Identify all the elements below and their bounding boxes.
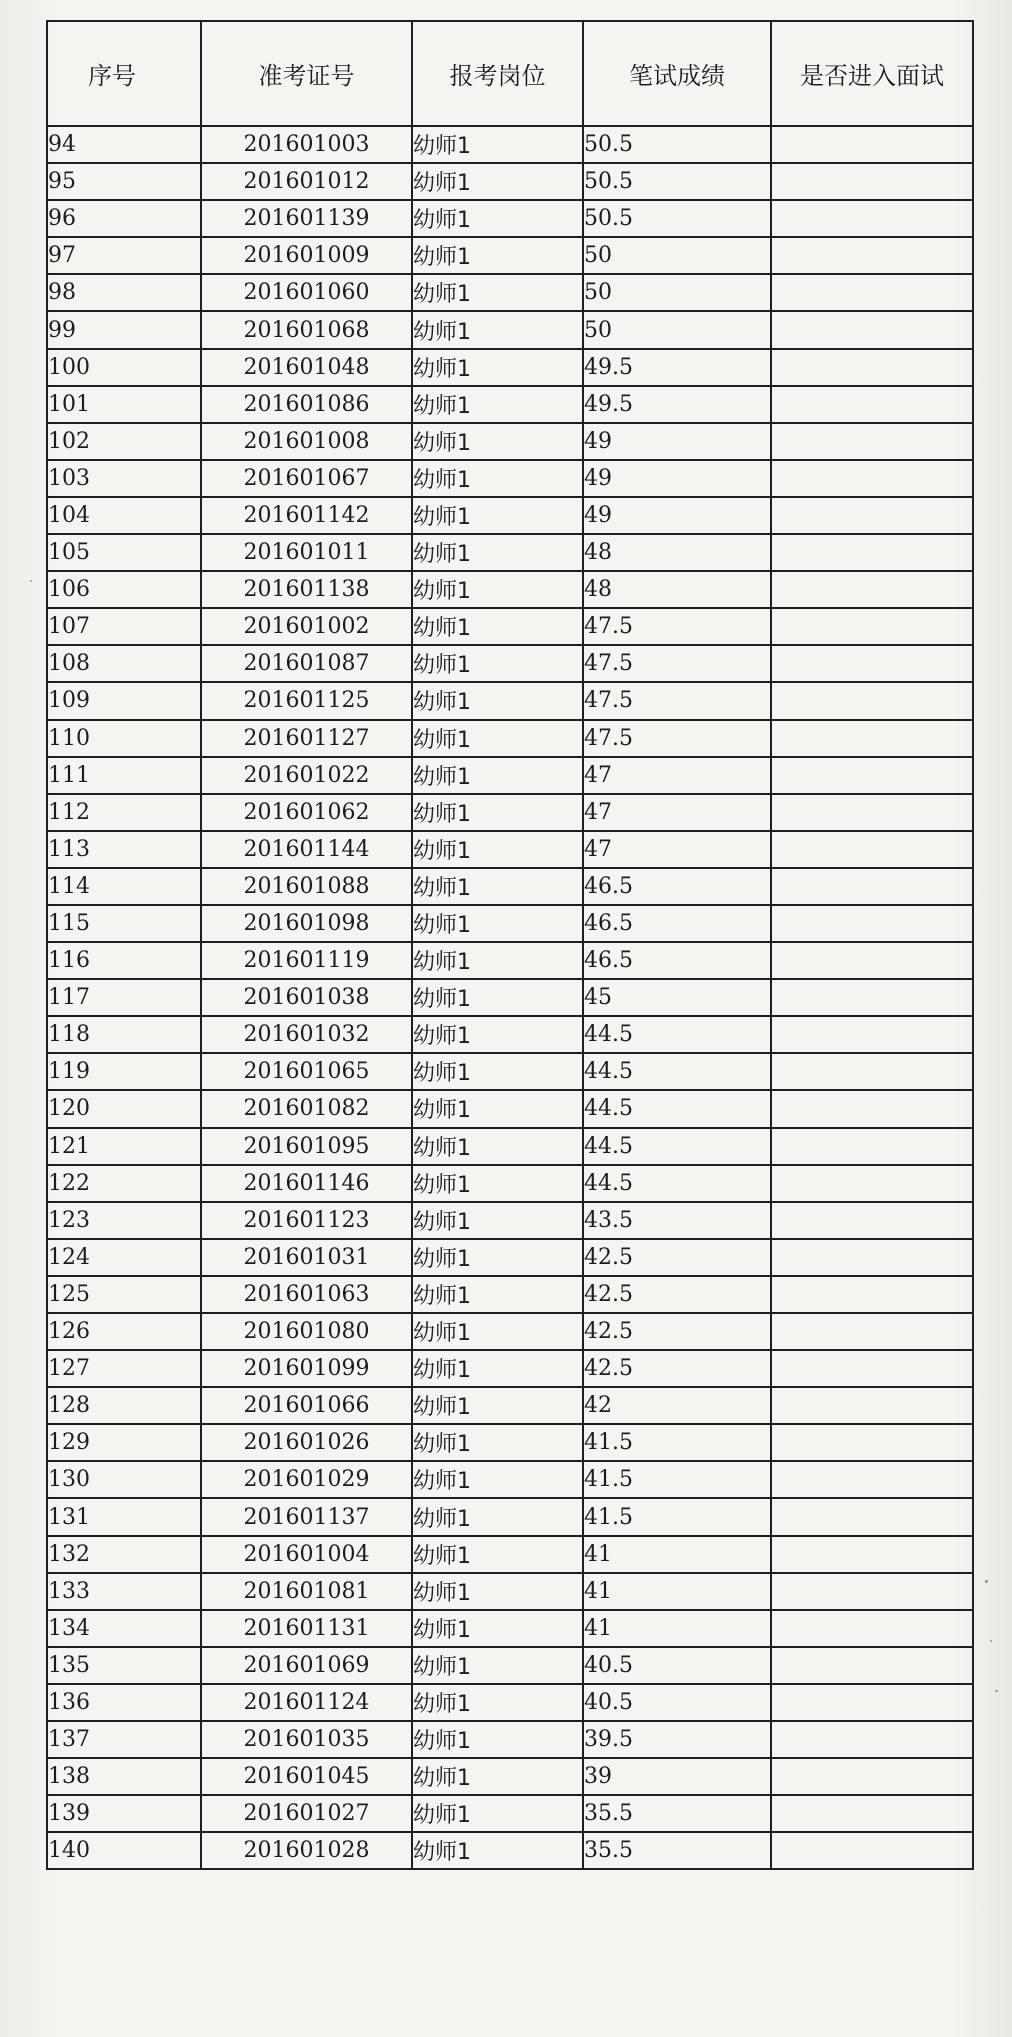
cell-written-score: 39 bbox=[583, 1758, 771, 1795]
cell-exam-id: 201601086 bbox=[201, 386, 412, 423]
cell-interview bbox=[771, 386, 973, 423]
cell-seq: 119 bbox=[47, 1053, 201, 1090]
cell-seq: 122 bbox=[47, 1165, 201, 1202]
cell-seq: 134 bbox=[47, 1610, 201, 1647]
table-row bbox=[47, 1387, 973, 1424]
cell-interview bbox=[771, 1536, 973, 1573]
table-row bbox=[47, 571, 973, 608]
table-row bbox=[47, 1461, 973, 1498]
cell-exam-id: 201601038 bbox=[201, 979, 412, 1016]
cell-written-score: 42 bbox=[583, 1387, 771, 1424]
cell-interview bbox=[771, 794, 973, 831]
cell-written-score: 42.5 bbox=[583, 1350, 771, 1387]
cell-position: 幼师1 bbox=[412, 1758, 583, 1795]
cell-interview bbox=[771, 200, 973, 237]
cell-position: 幼师1 bbox=[412, 311, 583, 348]
cell-position: 幼师1 bbox=[412, 1610, 583, 1647]
cell-position: 幼师1 bbox=[412, 237, 583, 274]
table-row bbox=[47, 1573, 973, 1610]
table-row bbox=[47, 163, 973, 200]
cell-exam-id: 201601003 bbox=[201, 126, 412, 163]
cell-seq: 103 bbox=[47, 460, 201, 497]
cell-interview bbox=[771, 1053, 973, 1090]
table-row bbox=[47, 274, 973, 311]
cell-position: 幼师1 bbox=[412, 534, 583, 571]
cell-seq: 108 bbox=[47, 645, 201, 682]
cell-seq: 116 bbox=[47, 942, 201, 979]
cell-written-score: 46.5 bbox=[583, 868, 771, 905]
cell-interview bbox=[771, 1239, 973, 1276]
cell-position: 幼师1 bbox=[412, 905, 583, 942]
cell-written-score: 48 bbox=[583, 534, 771, 571]
cell-seq: 95 bbox=[47, 163, 201, 200]
cell-exam-id: 201601144 bbox=[201, 831, 412, 868]
cell-exam-id: 201601146 bbox=[201, 1165, 412, 1202]
cell-interview bbox=[771, 1795, 973, 1832]
cell-seq: 98 bbox=[47, 274, 201, 311]
cell-seq: 137 bbox=[47, 1721, 201, 1758]
cell-position: 幼师1 bbox=[412, 349, 583, 386]
cell-exam-id: 201601099 bbox=[201, 1350, 412, 1387]
cell-seq: 123 bbox=[47, 1202, 201, 1239]
cell-position: 幼师1 bbox=[412, 682, 583, 719]
cell-position: 幼师1 bbox=[412, 645, 583, 682]
cell-position: 幼师1 bbox=[412, 460, 583, 497]
cell-exam-id: 201601012 bbox=[201, 163, 412, 200]
cell-seq: 118 bbox=[47, 1016, 201, 1053]
cell-interview bbox=[771, 1647, 973, 1684]
cell-written-score: 47 bbox=[583, 794, 771, 831]
cell-written-score: 41 bbox=[583, 1610, 771, 1647]
cell-seq: 133 bbox=[47, 1573, 201, 1610]
cell-exam-id: 201601004 bbox=[201, 1536, 412, 1573]
cell-interview bbox=[771, 1832, 973, 1869]
table-body bbox=[47, 126, 973, 1869]
table-row bbox=[47, 534, 973, 571]
table-row bbox=[47, 1832, 973, 1869]
cell-exam-id: 201601027 bbox=[201, 1795, 412, 1832]
table-row bbox=[47, 1721, 973, 1758]
cell-written-score: 35.5 bbox=[583, 1795, 771, 1832]
scan-speck bbox=[990, 1640, 992, 1642]
cell-seq: 107 bbox=[47, 608, 201, 645]
cell-exam-id: 201601080 bbox=[201, 1313, 412, 1350]
cell-written-score: 44.5 bbox=[583, 1090, 771, 1127]
cell-exam-id: 201601142 bbox=[201, 497, 412, 534]
cell-interview bbox=[771, 1758, 973, 1795]
table-row bbox=[47, 1536, 973, 1573]
cell-seq: 110 bbox=[47, 720, 201, 757]
cell-seq: 136 bbox=[47, 1684, 201, 1721]
cell-exam-id: 201601022 bbox=[201, 757, 412, 794]
table-row bbox=[47, 237, 973, 274]
cell-interview bbox=[771, 126, 973, 163]
cell-interview bbox=[771, 163, 973, 200]
cell-position: 幼师1 bbox=[412, 1684, 583, 1721]
cell-interview bbox=[771, 1721, 973, 1758]
cell-interview bbox=[771, 979, 973, 1016]
cell-interview bbox=[771, 534, 973, 571]
table-row bbox=[47, 1053, 973, 1090]
cell-seq: 130 bbox=[47, 1461, 201, 1498]
cell-seq: 138 bbox=[47, 1758, 201, 1795]
cell-written-score: 45 bbox=[583, 979, 771, 1016]
cell-interview bbox=[771, 1573, 973, 1610]
cell-exam-id: 201601048 bbox=[201, 349, 412, 386]
exam-score-table bbox=[46, 20, 974, 1870]
cell-written-score: 44.5 bbox=[583, 1128, 771, 1165]
table-row bbox=[47, 979, 973, 1016]
cell-interview bbox=[771, 682, 973, 719]
cell-interview bbox=[771, 720, 973, 757]
cell-exam-id: 201601029 bbox=[201, 1461, 412, 1498]
cell-seq: 126 bbox=[47, 1313, 201, 1350]
cell-written-score: 47.5 bbox=[583, 608, 771, 645]
cell-interview bbox=[771, 1090, 973, 1127]
cell-position: 幼师1 bbox=[412, 1165, 583, 1202]
cell-position: 幼师1 bbox=[412, 1350, 583, 1387]
cell-seq: 96 bbox=[47, 200, 201, 237]
cell-interview bbox=[771, 237, 973, 274]
cell-position: 幼师1 bbox=[412, 274, 583, 311]
cell-interview bbox=[771, 608, 973, 645]
scan-speck bbox=[30, 580, 32, 582]
cell-position: 幼师1 bbox=[412, 1276, 583, 1313]
cell-seq: 105 bbox=[47, 534, 201, 571]
header-interview: 是否进入面试 bbox=[771, 21, 973, 126]
header-position: 报考岗位 bbox=[412, 21, 583, 126]
cell-written-score: 48 bbox=[583, 571, 771, 608]
cell-seq: 128 bbox=[47, 1387, 201, 1424]
cell-written-score: 49.5 bbox=[583, 386, 771, 423]
table-row bbox=[47, 757, 973, 794]
cell-position: 幼师1 bbox=[412, 1016, 583, 1053]
cell-exam-id: 201601125 bbox=[201, 682, 412, 719]
cell-exam-id: 201601067 bbox=[201, 460, 412, 497]
cell-position: 幼师1 bbox=[412, 868, 583, 905]
cell-exam-id: 201601139 bbox=[201, 200, 412, 237]
cell-exam-id: 201601082 bbox=[201, 1090, 412, 1127]
cell-exam-id: 201601131 bbox=[201, 1610, 412, 1647]
cell-written-score: 47.5 bbox=[583, 720, 771, 757]
cell-interview bbox=[771, 1276, 973, 1313]
cell-position: 幼师1 bbox=[412, 497, 583, 534]
cell-exam-id: 201601095 bbox=[201, 1128, 412, 1165]
cell-interview bbox=[771, 1387, 973, 1424]
cell-position: 幼师1 bbox=[412, 1128, 583, 1165]
table-row bbox=[47, 200, 973, 237]
cell-seq: 104 bbox=[47, 497, 201, 534]
cell-position: 幼师1 bbox=[412, 423, 583, 460]
cell-written-score: 50.5 bbox=[583, 126, 771, 163]
cell-written-score: 47 bbox=[583, 831, 771, 868]
cell-interview bbox=[771, 757, 973, 794]
table-row bbox=[47, 1647, 973, 1684]
cell-written-score: 49 bbox=[583, 497, 771, 534]
cell-interview bbox=[771, 1016, 973, 1053]
cell-written-score: 41.5 bbox=[583, 1498, 771, 1535]
cell-seq: 100 bbox=[47, 349, 201, 386]
table-row bbox=[47, 460, 973, 497]
cell-position: 幼师1 bbox=[412, 1313, 583, 1350]
cell-written-score: 42.5 bbox=[583, 1239, 771, 1276]
table-row bbox=[47, 905, 973, 942]
header-exam-id: 准考证号 bbox=[201, 21, 412, 126]
table-row bbox=[47, 1350, 973, 1387]
cell-seq: 131 bbox=[47, 1498, 201, 1535]
cell-written-score: 41.5 bbox=[583, 1461, 771, 1498]
cell-position: 幼师1 bbox=[412, 1053, 583, 1090]
table-row bbox=[47, 645, 973, 682]
cell-seq: 124 bbox=[47, 1239, 201, 1276]
cell-exam-id: 201601031 bbox=[201, 1239, 412, 1276]
scan-speck bbox=[995, 1690, 998, 1692]
cell-interview bbox=[771, 868, 973, 905]
cell-exam-id: 201601088 bbox=[201, 868, 412, 905]
cell-interview bbox=[771, 460, 973, 497]
cell-interview bbox=[771, 1128, 973, 1165]
cell-written-score: 44.5 bbox=[583, 1165, 771, 1202]
table-row bbox=[47, 1498, 973, 1535]
table-row bbox=[47, 1610, 973, 1647]
cell-seq: 102 bbox=[47, 423, 201, 460]
cell-position: 幼师1 bbox=[412, 720, 583, 757]
cell-position: 幼师1 bbox=[412, 979, 583, 1016]
table-row bbox=[47, 349, 973, 386]
cell-exam-id: 201601009 bbox=[201, 237, 412, 274]
table-row bbox=[47, 794, 973, 831]
table-row bbox=[47, 423, 973, 460]
cell-interview bbox=[771, 349, 973, 386]
cell-position: 幼师1 bbox=[412, 1424, 583, 1461]
cell-written-score: 47.5 bbox=[583, 645, 771, 682]
cell-written-score: 35.5 bbox=[583, 1832, 771, 1869]
cell-exam-id: 201601028 bbox=[201, 1832, 412, 1869]
table-row bbox=[47, 1239, 973, 1276]
cell-seq: 139 bbox=[47, 1795, 201, 1832]
cell-position: 幼师1 bbox=[412, 571, 583, 608]
cell-exam-id: 201601063 bbox=[201, 1276, 412, 1313]
table-header bbox=[47, 21, 973, 126]
cell-exam-id: 201601062 bbox=[201, 794, 412, 831]
cell-seq: 125 bbox=[47, 1276, 201, 1313]
cell-interview bbox=[771, 1202, 973, 1239]
cell-exam-id: 201601119 bbox=[201, 942, 412, 979]
table-row bbox=[47, 1165, 973, 1202]
table-row bbox=[47, 497, 973, 534]
cell-written-score: 41 bbox=[583, 1573, 771, 1610]
cell-exam-id: 201601124 bbox=[201, 1684, 412, 1721]
cell-position: 幼师1 bbox=[412, 1832, 583, 1869]
cell-written-score: 49 bbox=[583, 460, 771, 497]
cell-written-score: 43.5 bbox=[583, 1202, 771, 1239]
cell-seq: 129 bbox=[47, 1424, 201, 1461]
cell-interview bbox=[771, 1424, 973, 1461]
cell-exam-id: 201601065 bbox=[201, 1053, 412, 1090]
cell-seq: 117 bbox=[47, 979, 201, 1016]
cell-interview bbox=[771, 1165, 973, 1202]
cell-seq: 140 bbox=[47, 1832, 201, 1869]
cell-exam-id: 201601008 bbox=[201, 423, 412, 460]
cell-seq: 120 bbox=[47, 1090, 201, 1127]
table-row bbox=[47, 831, 973, 868]
table-row bbox=[47, 1202, 973, 1239]
cell-written-score: 50 bbox=[583, 274, 771, 311]
cell-seq: 132 bbox=[47, 1536, 201, 1573]
cell-written-score: 44.5 bbox=[583, 1053, 771, 1090]
cell-seq: 115 bbox=[47, 905, 201, 942]
cell-written-score: 40.5 bbox=[583, 1684, 771, 1721]
cell-seq: 121 bbox=[47, 1128, 201, 1165]
table-row bbox=[47, 1276, 973, 1313]
table-row bbox=[47, 1758, 973, 1795]
cell-written-score: 42.5 bbox=[583, 1313, 771, 1350]
cell-exam-id: 201601032 bbox=[201, 1016, 412, 1053]
table-row bbox=[47, 720, 973, 757]
cell-interview bbox=[771, 905, 973, 942]
cell-exam-id: 201601002 bbox=[201, 608, 412, 645]
cell-position: 幼师1 bbox=[412, 1387, 583, 1424]
cell-seq: 113 bbox=[47, 831, 201, 868]
cell-written-score: 47 bbox=[583, 757, 771, 794]
cell-written-score: 50 bbox=[583, 311, 771, 348]
cell-written-score: 46.5 bbox=[583, 942, 771, 979]
cell-seq: 135 bbox=[47, 1647, 201, 1684]
table-row bbox=[47, 1795, 973, 1832]
cell-interview bbox=[771, 311, 973, 348]
table-row bbox=[47, 942, 973, 979]
cell-exam-id: 201601087 bbox=[201, 645, 412, 682]
cell-position: 幼师1 bbox=[412, 1090, 583, 1127]
cell-exam-id: 201601069 bbox=[201, 1647, 412, 1684]
cell-interview bbox=[771, 274, 973, 311]
cell-interview bbox=[771, 571, 973, 608]
cell-position: 幼师1 bbox=[412, 757, 583, 794]
cell-interview bbox=[771, 942, 973, 979]
cell-position: 幼师1 bbox=[412, 1573, 583, 1610]
cell-position: 幼师1 bbox=[412, 200, 583, 237]
cell-position: 幼师1 bbox=[412, 1536, 583, 1573]
cell-seq: 109 bbox=[47, 682, 201, 719]
cell-seq: 127 bbox=[47, 1350, 201, 1387]
header-row bbox=[47, 21, 973, 126]
cell-seq: 101 bbox=[47, 386, 201, 423]
table-row bbox=[47, 126, 973, 163]
cell-seq: 99 bbox=[47, 311, 201, 348]
cell-seq: 106 bbox=[47, 571, 201, 608]
cell-written-score: 50.5 bbox=[583, 163, 771, 200]
cell-interview bbox=[771, 1498, 973, 1535]
table-row bbox=[47, 1313, 973, 1350]
cell-written-score: 41 bbox=[583, 1536, 771, 1573]
table-row bbox=[47, 1016, 973, 1053]
cell-position: 幼师1 bbox=[412, 1239, 583, 1276]
cell-written-score: 44.5 bbox=[583, 1016, 771, 1053]
cell-position: 幼师1 bbox=[412, 794, 583, 831]
cell-seq: 94 bbox=[47, 126, 201, 163]
cell-interview bbox=[771, 1461, 973, 1498]
cell-exam-id: 201601068 bbox=[201, 311, 412, 348]
cell-written-score: 41.5 bbox=[583, 1424, 771, 1461]
cell-interview bbox=[771, 1684, 973, 1721]
cell-seq: 111 bbox=[47, 757, 201, 794]
cell-exam-id: 201601127 bbox=[201, 720, 412, 757]
cell-interview bbox=[771, 831, 973, 868]
table-row bbox=[47, 868, 973, 905]
header-written-score: 笔试成绩 bbox=[583, 21, 771, 126]
cell-exam-id: 201601137 bbox=[201, 1498, 412, 1535]
scan-speck bbox=[985, 1580, 988, 1583]
cell-position: 幼师1 bbox=[412, 1721, 583, 1758]
cell-exam-id: 201601081 bbox=[201, 1573, 412, 1610]
cell-position: 幼师1 bbox=[412, 1647, 583, 1684]
cell-position: 幼师1 bbox=[412, 608, 583, 645]
cell-written-score: 47.5 bbox=[583, 682, 771, 719]
cell-exam-id: 201601026 bbox=[201, 1424, 412, 1461]
cell-exam-id: 201601045 bbox=[201, 1758, 412, 1795]
cell-exam-id: 201601138 bbox=[201, 571, 412, 608]
cell-interview bbox=[771, 645, 973, 682]
cell-position: 幼师1 bbox=[412, 163, 583, 200]
cell-interview bbox=[771, 423, 973, 460]
cell-exam-id: 201601035 bbox=[201, 1721, 412, 1758]
cell-exam-id: 201601123 bbox=[201, 1202, 412, 1239]
cell-seq: 114 bbox=[47, 868, 201, 905]
table-row bbox=[47, 1684, 973, 1721]
cell-seq: 112 bbox=[47, 794, 201, 831]
cell-written-score: 49 bbox=[583, 423, 771, 460]
cell-position: 幼师1 bbox=[412, 942, 583, 979]
cell-exam-id: 201601011 bbox=[201, 534, 412, 571]
cell-exam-id: 201601060 bbox=[201, 274, 412, 311]
table-row bbox=[47, 608, 973, 645]
cell-written-score: 50.5 bbox=[583, 200, 771, 237]
cell-written-score: 40.5 bbox=[583, 1647, 771, 1684]
table-row bbox=[47, 386, 973, 423]
cell-seq: 97 bbox=[47, 237, 201, 274]
cell-interview bbox=[771, 1610, 973, 1647]
cell-interview bbox=[771, 1313, 973, 1350]
table-row bbox=[47, 1090, 973, 1127]
cell-position: 幼师1 bbox=[412, 1461, 583, 1498]
cell-written-score: 39.5 bbox=[583, 1721, 771, 1758]
cell-position: 幼师1 bbox=[412, 1498, 583, 1535]
cell-written-score: 46.5 bbox=[583, 905, 771, 942]
cell-interview bbox=[771, 497, 973, 534]
cell-exam-id: 201601098 bbox=[201, 905, 412, 942]
cell-written-score: 42.5 bbox=[583, 1276, 771, 1313]
table-row bbox=[47, 1128, 973, 1165]
table-row bbox=[47, 682, 973, 719]
cell-position: 幼师1 bbox=[412, 1202, 583, 1239]
header-seq: 序号 bbox=[47, 21, 201, 126]
cell-exam-id: 201601066 bbox=[201, 1387, 412, 1424]
cell-written-score: 49.5 bbox=[583, 349, 771, 386]
cell-written-score: 50 bbox=[583, 237, 771, 274]
cell-position: 幼师1 bbox=[412, 831, 583, 868]
table-row bbox=[47, 311, 973, 348]
table-row bbox=[47, 1424, 973, 1461]
cell-interview bbox=[771, 1350, 973, 1387]
cell-position: 幼师1 bbox=[412, 126, 583, 163]
cell-position: 幼师1 bbox=[412, 386, 583, 423]
cell-position: 幼师1 bbox=[412, 1795, 583, 1832]
